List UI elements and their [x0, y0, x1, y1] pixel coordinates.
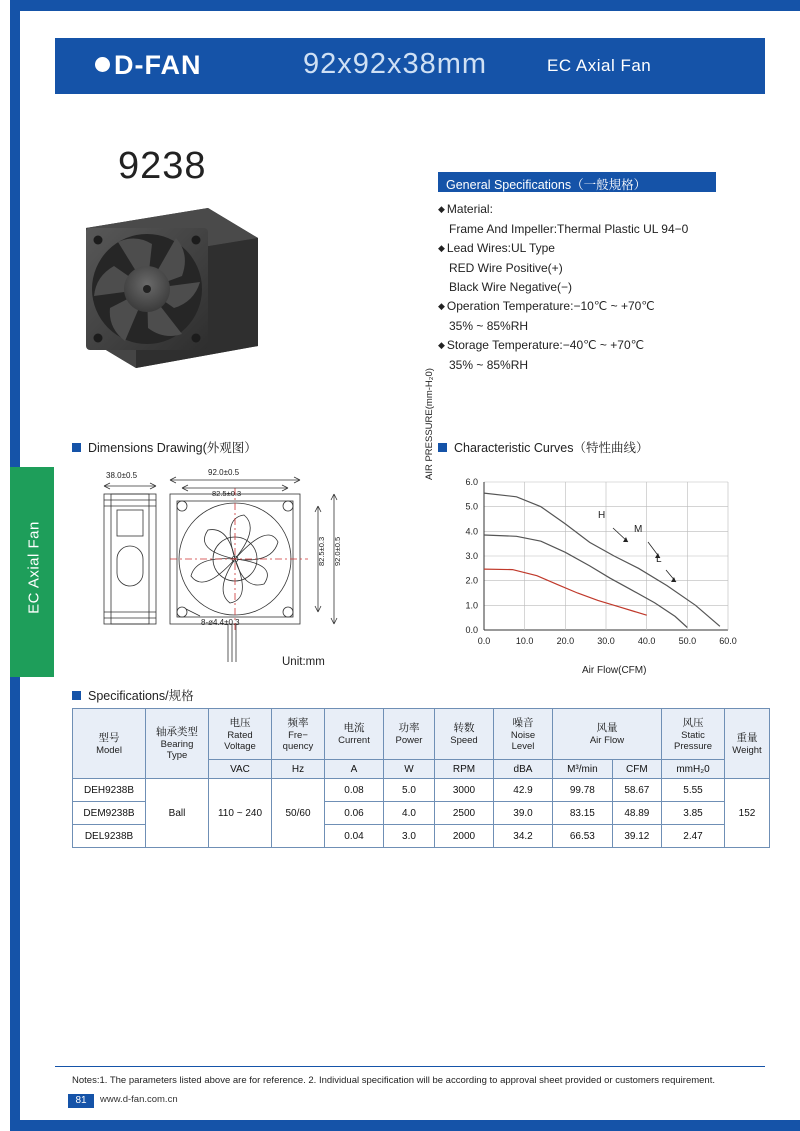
bullet-diamond-icon: ◆ [438, 243, 445, 253]
header-dimensions: 92x92x38mm [303, 48, 488, 80]
table-header [73, 709, 770, 779]
side-tab-label: EC Axial Fan [25, 521, 43, 614]
page-header [55, 38, 765, 94]
gs-line-4: RED Wire Positive(+) [449, 261, 563, 275]
svg-text:3.0: 3.0 [465, 551, 478, 561]
svg-text:10.0: 10.0 [515, 636, 534, 646]
th-noise: 噪音 Noise Level [494, 709, 553, 760]
table-body [73, 779, 770, 848]
top-border-band [10, 0, 800, 11]
cell-noise: 39.0 [494, 802, 553, 825]
unit-current: A [325, 760, 384, 779]
brand-logo-text: D-FAN [114, 50, 202, 80]
page-title: 9238 [118, 145, 207, 187]
section-marker-icon [72, 691, 81, 700]
dim-width-outer-label: 92.0±0.5 [208, 468, 240, 477]
cell-power: 3.0 [384, 825, 435, 848]
unit-airflow-cfm: CFM [612, 760, 661, 779]
table-row [73, 779, 770, 802]
general-specifications-title: General Specifications（一般規格） [438, 172, 716, 192]
svg-text:0.0: 0.0 [465, 625, 478, 635]
gs-line-9: 35% ~ 85%RH [449, 358, 529, 372]
footer-divider [55, 1066, 765, 1067]
table-header-row [73, 709, 770, 760]
brand-logo [95, 50, 202, 81]
svg-text:40.0: 40.0 [637, 636, 656, 646]
svg-text:5.0: 5.0 [465, 501, 478, 512]
cell-model: DEL9238B [73, 825, 146, 848]
th-frequency: 频率 Fre− quency [272, 709, 325, 760]
svg-text:H: H [598, 510, 606, 521]
cell-model: DEM9238B [73, 802, 146, 825]
dim-height-inner-label: 82.5±0.3 [317, 536, 326, 566]
cell-speed: 2500 [435, 802, 494, 825]
dim-hole-label: 8-ø4.4±0.3 [201, 618, 240, 627]
cell-noise: 34.2 [494, 825, 553, 848]
svg-text:M: M [634, 524, 643, 535]
cell-speed: 2000 [435, 825, 494, 848]
gs-line-7: 35% ~ 85%RH [449, 319, 529, 333]
gs-line-5: Black Wire Negative(−) [449, 280, 573, 294]
unit-speed: RPM [435, 760, 494, 779]
cell-airflow-cfm: 48.89 [612, 802, 661, 825]
cell-pressure: 5.55 [662, 779, 725, 802]
th-voltage: 电压 Rated Voltage [209, 709, 272, 760]
unit-frequency: Hz [272, 760, 325, 779]
curves-heading-text: Characteristic Curves（特性曲线） [454, 441, 649, 455]
general-specifications-body [438, 200, 768, 375]
gs-line-2: Frame And Impeller:Thermal Plastic UL 94−0 [449, 222, 689, 236]
cell-noise: 42.9 [494, 779, 553, 802]
cell-power: 5.0 [384, 779, 435, 802]
specifications-heading [72, 686, 194, 704]
dimension-unit-label: Unit:mm [282, 656, 325, 668]
cell-airflow-m3: 99.78 [553, 779, 613, 802]
bottom-border-band [10, 1120, 800, 1131]
cell-pressure: 3.85 [662, 802, 725, 825]
th-pressure: 风压 Static Pressure [662, 709, 725, 760]
cell-airflow-cfm: 58.67 [612, 779, 661, 802]
th-model: 型号 Model [73, 709, 146, 779]
footer-url[interactable]: www.d-fan.com.cn [100, 1094, 178, 1105]
cell-power: 4.0 [384, 802, 435, 825]
specifications-heading-text: Specifications/规格 [88, 689, 194, 703]
chart-y-axis-label: AIR PRESSURE(mm-H₂0) [424, 368, 435, 480]
dimensions-drawing [72, 466, 402, 671]
characteristic-curves-chart [438, 470, 738, 670]
th-airflow: 风量 Air Flow [553, 709, 662, 760]
th-bearing: 轴承类型 Bearing Type [146, 709, 209, 779]
svg-text:50.0: 50.0 [678, 636, 697, 646]
cell-weight: 152 [725, 779, 770, 848]
page-number-badge: 81 [68, 1094, 94, 1108]
th-current: 电流 Current [325, 709, 384, 760]
footer-notes: Notes:1. The parameters listed above are for reference. 2. Individual specification will be according to approval sheet provided or customers requirement. [72, 1075, 715, 1086]
dim-height-outer-label: 92.0±0.5 [333, 536, 342, 566]
section-marker-icon [72, 443, 81, 452]
cell-speed: 3000 [435, 779, 494, 802]
bullet-diamond-icon: ◆ [438, 301, 445, 311]
svg-text:2.0: 2.0 [465, 575, 478, 586]
specifications-table [72, 708, 770, 848]
svg-text:6.0: 6.0 [465, 477, 478, 487]
dim-depth-label: 38.0±0.5 [106, 471, 138, 480]
cell-bearing: Ball [146, 779, 209, 848]
dimensions-heading [72, 438, 257, 456]
section-marker-icon [438, 443, 447, 452]
gs-line-1: Material: [446, 202, 493, 216]
th-power: 功率 Power [384, 709, 435, 760]
product-photo [78, 196, 266, 384]
svg-text:1.0: 1.0 [465, 600, 478, 611]
bullet-diamond-icon: ◆ [438, 204, 445, 214]
cell-frequency: 50/60 [272, 779, 325, 848]
gs-line-8: Storage Temperature:−40℃ ~ +70℃ [446, 338, 645, 352]
svg-text:0.0: 0.0 [477, 636, 491, 646]
cell-model: DEH9238B [73, 779, 146, 802]
logo-dot-icon [95, 57, 110, 72]
svg-text:20.0: 20.0 [556, 636, 575, 646]
unit-voltage: VAC [209, 760, 272, 779]
dimensions-heading-text: Dimensions Drawing(外观图） [88, 441, 257, 455]
chart-x-axis-label: Air Flow(CFM) [582, 665, 647, 676]
unit-airflow-m3: M³/min [553, 760, 613, 779]
bullet-diamond-icon: ◆ [438, 340, 445, 350]
svg-text:L: L [656, 554, 662, 565]
unit-noise: dBA [494, 760, 553, 779]
th-speed: 转数 Speed [435, 709, 494, 760]
svg-text:30.0: 30.0 [597, 636, 615, 646]
cell-pressure: 2.47 [662, 825, 725, 848]
gs-line-6: Operation Temperature:−10℃ ~ +70℃ [446, 299, 655, 313]
unit-power: W [384, 760, 435, 779]
curves-heading [438, 438, 648, 456]
gs-line-3: Lead Wires:UL Type [446, 241, 555, 255]
cell-current: 0.04 [325, 825, 384, 848]
svg-text:60.0: 60.0 [719, 636, 737, 646]
svg-text:4.0: 4.0 [465, 526, 478, 537]
cell-airflow-m3: 66.53 [553, 825, 613, 848]
cell-airflow-m3: 83.15 [553, 802, 613, 825]
cell-airflow-cfm: 39.12 [612, 825, 661, 848]
th-weight: 重量 Weight [725, 709, 770, 779]
header-subtitle: EC Axial Fan [547, 56, 652, 75]
dim-width-inner-label: 82.5±0.3 [212, 489, 242, 498]
cell-current: 0.06 [325, 802, 384, 825]
side-tab [10, 467, 54, 677]
unit-pressure: mmH₂0 [662, 760, 725, 779]
cell-current: 0.08 [325, 779, 384, 802]
cell-voltage: 110 ~ 240 [209, 779, 272, 848]
